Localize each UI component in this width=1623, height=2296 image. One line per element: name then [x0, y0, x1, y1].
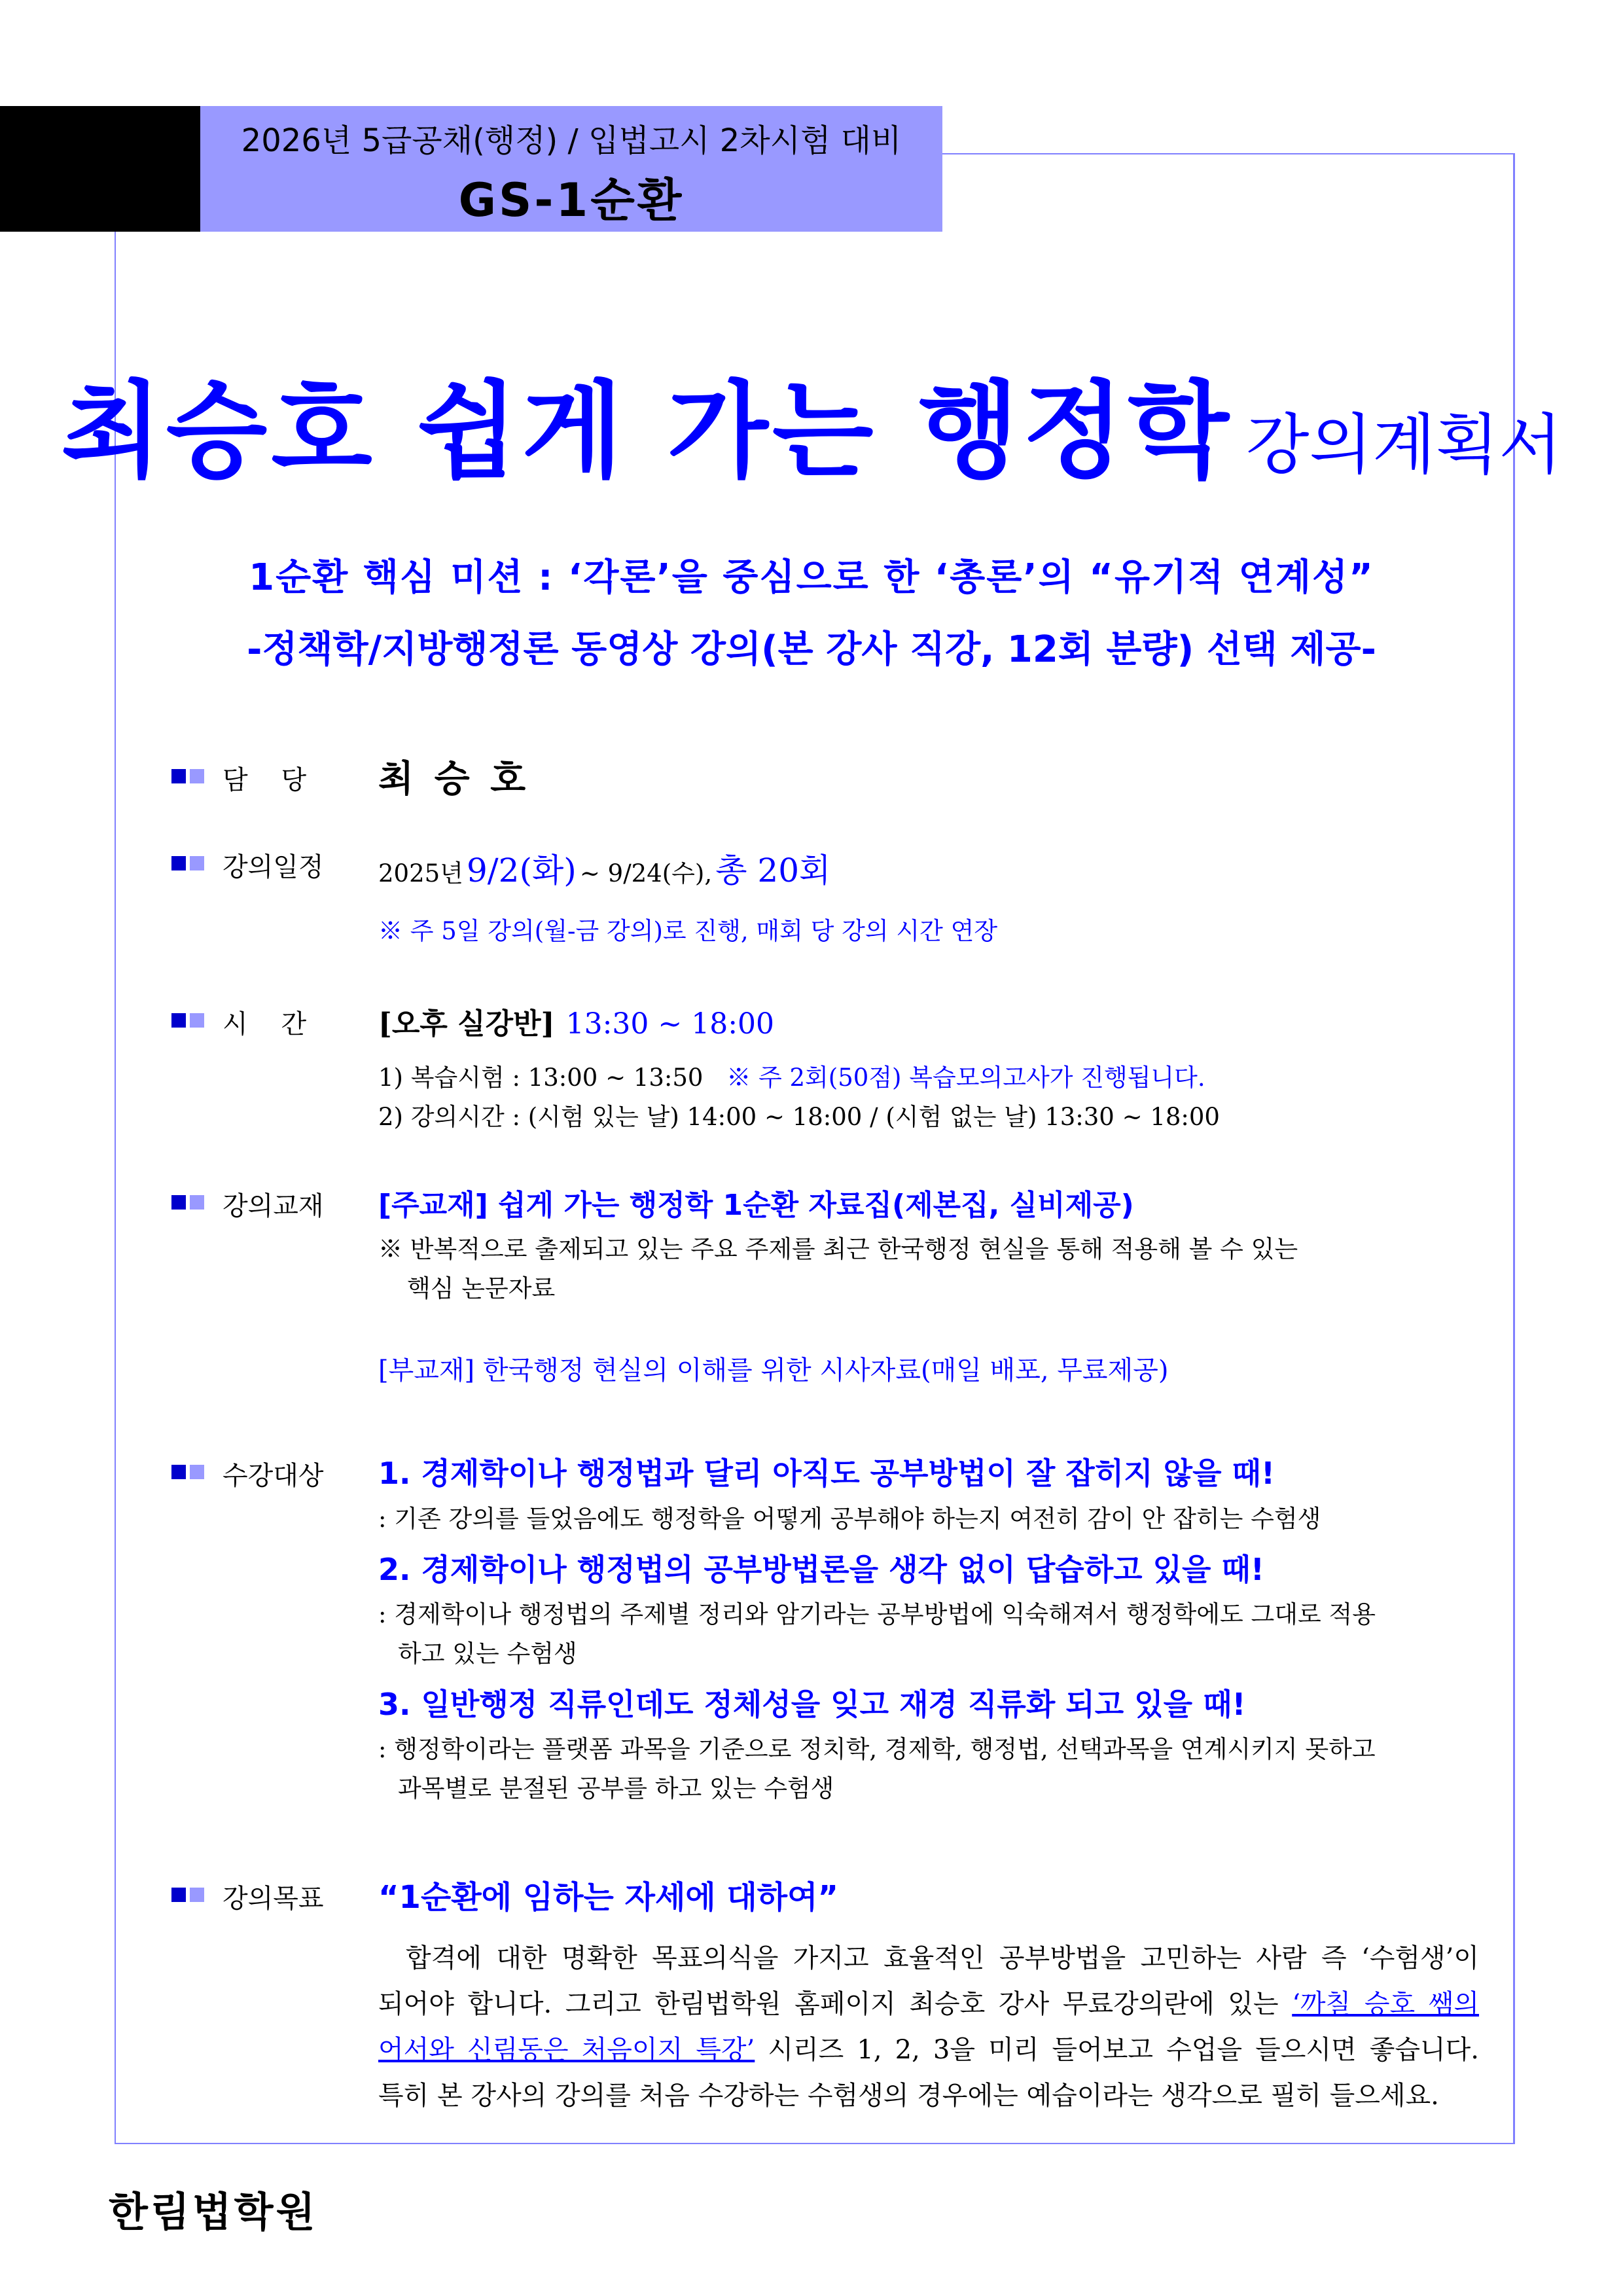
time-line-1 — [378, 1058, 1205, 1093]
textbook-sub-line — [378, 1350, 1168, 1387]
banner-course-code: GS-1순환 — [458, 173, 685, 227]
goal-paragraph-line-2 — [378, 1983, 1479, 2020]
target-item-3-title: 3. 일반행정 직류인데도 정체성을 잊고 재경 직류화 되고 있을 때! — [378, 1687, 1246, 1722]
header-banner — [200, 106, 942, 232]
time-class-name: [오후 실강반] — [378, 1007, 555, 1041]
goal-heading: “1순환에 임하는 자세에 대하여” — [378, 1879, 839, 1916]
title-main: 최승호 쉽게 가는 행정학 — [61, 370, 1233, 492]
goal-paragraph-line-4: 특히 본 강사의 강의를 처음 수강하는 수험생의 경우에는 예습이라는 생각으로 필히 들으세요. — [378, 2081, 1439, 2111]
time-hours: 13:30 ~ 18:00 — [565, 1007, 775, 1041]
textbook-main-note-2: 핵심 논문자료 — [407, 1274, 556, 1302]
schedule-start: 9/2(화) — [467, 852, 577, 889]
banner-exam-line: 2026년 5급공채(행정) / 입법고시 2차시험 대비 — [241, 122, 902, 159]
schedule-range-rest: ~ 9/24(수), — [579, 859, 713, 888]
goal-special-lecture-link-2[interactable]: 어서와 신림동은 처음이지 특강’ — [378, 2035, 755, 2065]
label-goal: 강의목표 — [223, 1884, 324, 1914]
target-item-2-title: 2. 경제학이나 행정법의 공부방법론을 생각 없이 답습하고 있을 때! — [378, 1552, 1264, 1587]
label-textbook: 강의교재 — [223, 1191, 324, 1221]
target-item-3-desc-1: : 행정학이라는 플랫폼 과목을 기준으로 정치학, 경제학, 행정법, 선택과목을 연계시키지 못하고 — [378, 1735, 1376, 1763]
textbook-main: [주교재] 쉽게 가는 행정학 1순환 자료집(제본집, 실비제공) — [378, 1189, 1134, 1222]
label-schedule: 강의일정 — [223, 852, 324, 882]
mission-line-1: 1순환 핵심 미션 : ‘각론’을 중심으로 한 ‘총론’의 “유기적 연계성” — [249, 556, 1374, 599]
goal-paragraph-line-3 — [378, 2029, 1479, 2066]
schedule-year: 2025년 — [378, 859, 463, 888]
target-item-2-desc-2: 하고 있는 수험생 — [398, 1640, 577, 1668]
title-sub: 강의계획서 — [1245, 406, 1562, 483]
target-item-3-desc-2: 과목별로 분절된 공부를 하고 있는 수험생 — [398, 1774, 834, 1803]
goal-p2-text: 되어야 합니다. 그리고 한림법학원 홈페이지 최승호 강사 무료강의란에 있는 — [378, 1989, 1279, 2019]
section-bullet-icon — [171, 1888, 204, 1902]
target-item-2-desc-1: : 경제학이나 행정법의 주제별 정리와 암기라는 공부방법에 익숙해져서 행정학에도 그대로 적용 — [378, 1600, 1376, 1628]
goal-paragraph-line-1: 합격에 대한 명확한 목표의식을 가지고 효율적인 공부방법을 고민하는 사람 즉 ‘수험생’이 — [406, 1943, 1479, 1973]
section-bullet-icon — [171, 1465, 204, 1479]
label-target: 수강대상 — [223, 1461, 324, 1491]
section-bullet-icon — [171, 1013, 204, 1028]
section-bullet-icon — [171, 856, 204, 870]
target-item-1-title: 1. 경제학이나 행정법과 달리 아직도 공부방법이 잘 잡히지 않을 때! — [378, 1456, 1275, 1491]
section-bullet-icon — [171, 1195, 204, 1210]
schedule-note: ※ 주 5일 강의(월-금 강의)로 진행, 매회 당 강의 시간 연장 — [378, 917, 998, 945]
page-title — [0, 347, 1623, 497]
textbook-main-note-1: ※ 반복적으로 출제되고 있는 주요 주제를 최근 한국행정 현실을 통해 적용해 볼 수 있는 — [378, 1235, 1298, 1263]
header-black-block — [0, 106, 200, 232]
section-bullet-icon — [171, 769, 204, 783]
target-item-1-desc: : 기존 강의를 들었음에도 행정학을 어떻게 공부해야 하는지 여전히 감이 안 잡히는 수험생 — [378, 1505, 1321, 1533]
goal-p3-text: 시리즈 1, 2, 3을 미리 들어보고 수업을 들으시면 좋습니다. — [768, 2035, 1479, 2065]
instructor-name: 최 승 호 — [378, 757, 530, 800]
time-line — [378, 1000, 774, 1042]
textbook-sub-label: [부교재] — [378, 1355, 475, 1386]
time-review-note: ※ 주 2회(50점) 복습모의고사가 진행됩니다. — [726, 1064, 1205, 1092]
schedule-line — [378, 844, 830, 891]
mission-line-2: -정책학/지방행정론 동영상 강의(본 강사 직강, 12회 분량) 선택 제공- — [247, 628, 1376, 671]
time-review-test: 1) 복습시험 : 13:00 ~ 13:50 — [378, 1064, 704, 1092]
label-instructor: 담 당 — [223, 765, 307, 795]
schedule-total: 총 20회 — [715, 852, 831, 889]
time-line-2: 2) 강의시간 : (시험 있는 날) 14:00 ~ 18:00 / (시험 없는 날) 13:30 ~ 18:00 — [378, 1103, 1220, 1131]
textbook-sub-text: 한국행정 현실의 이해를 위한 시사자료(매일 배포, 무료제공) — [482, 1355, 1169, 1386]
goal-special-lecture-link-1[interactable]: ‘까칠 승호 쌤의 — [1292, 1989, 1480, 2019]
hanlim-logo: 한림법학원 — [109, 2188, 318, 2236]
label-time: 시 간 — [223, 1009, 307, 1039]
